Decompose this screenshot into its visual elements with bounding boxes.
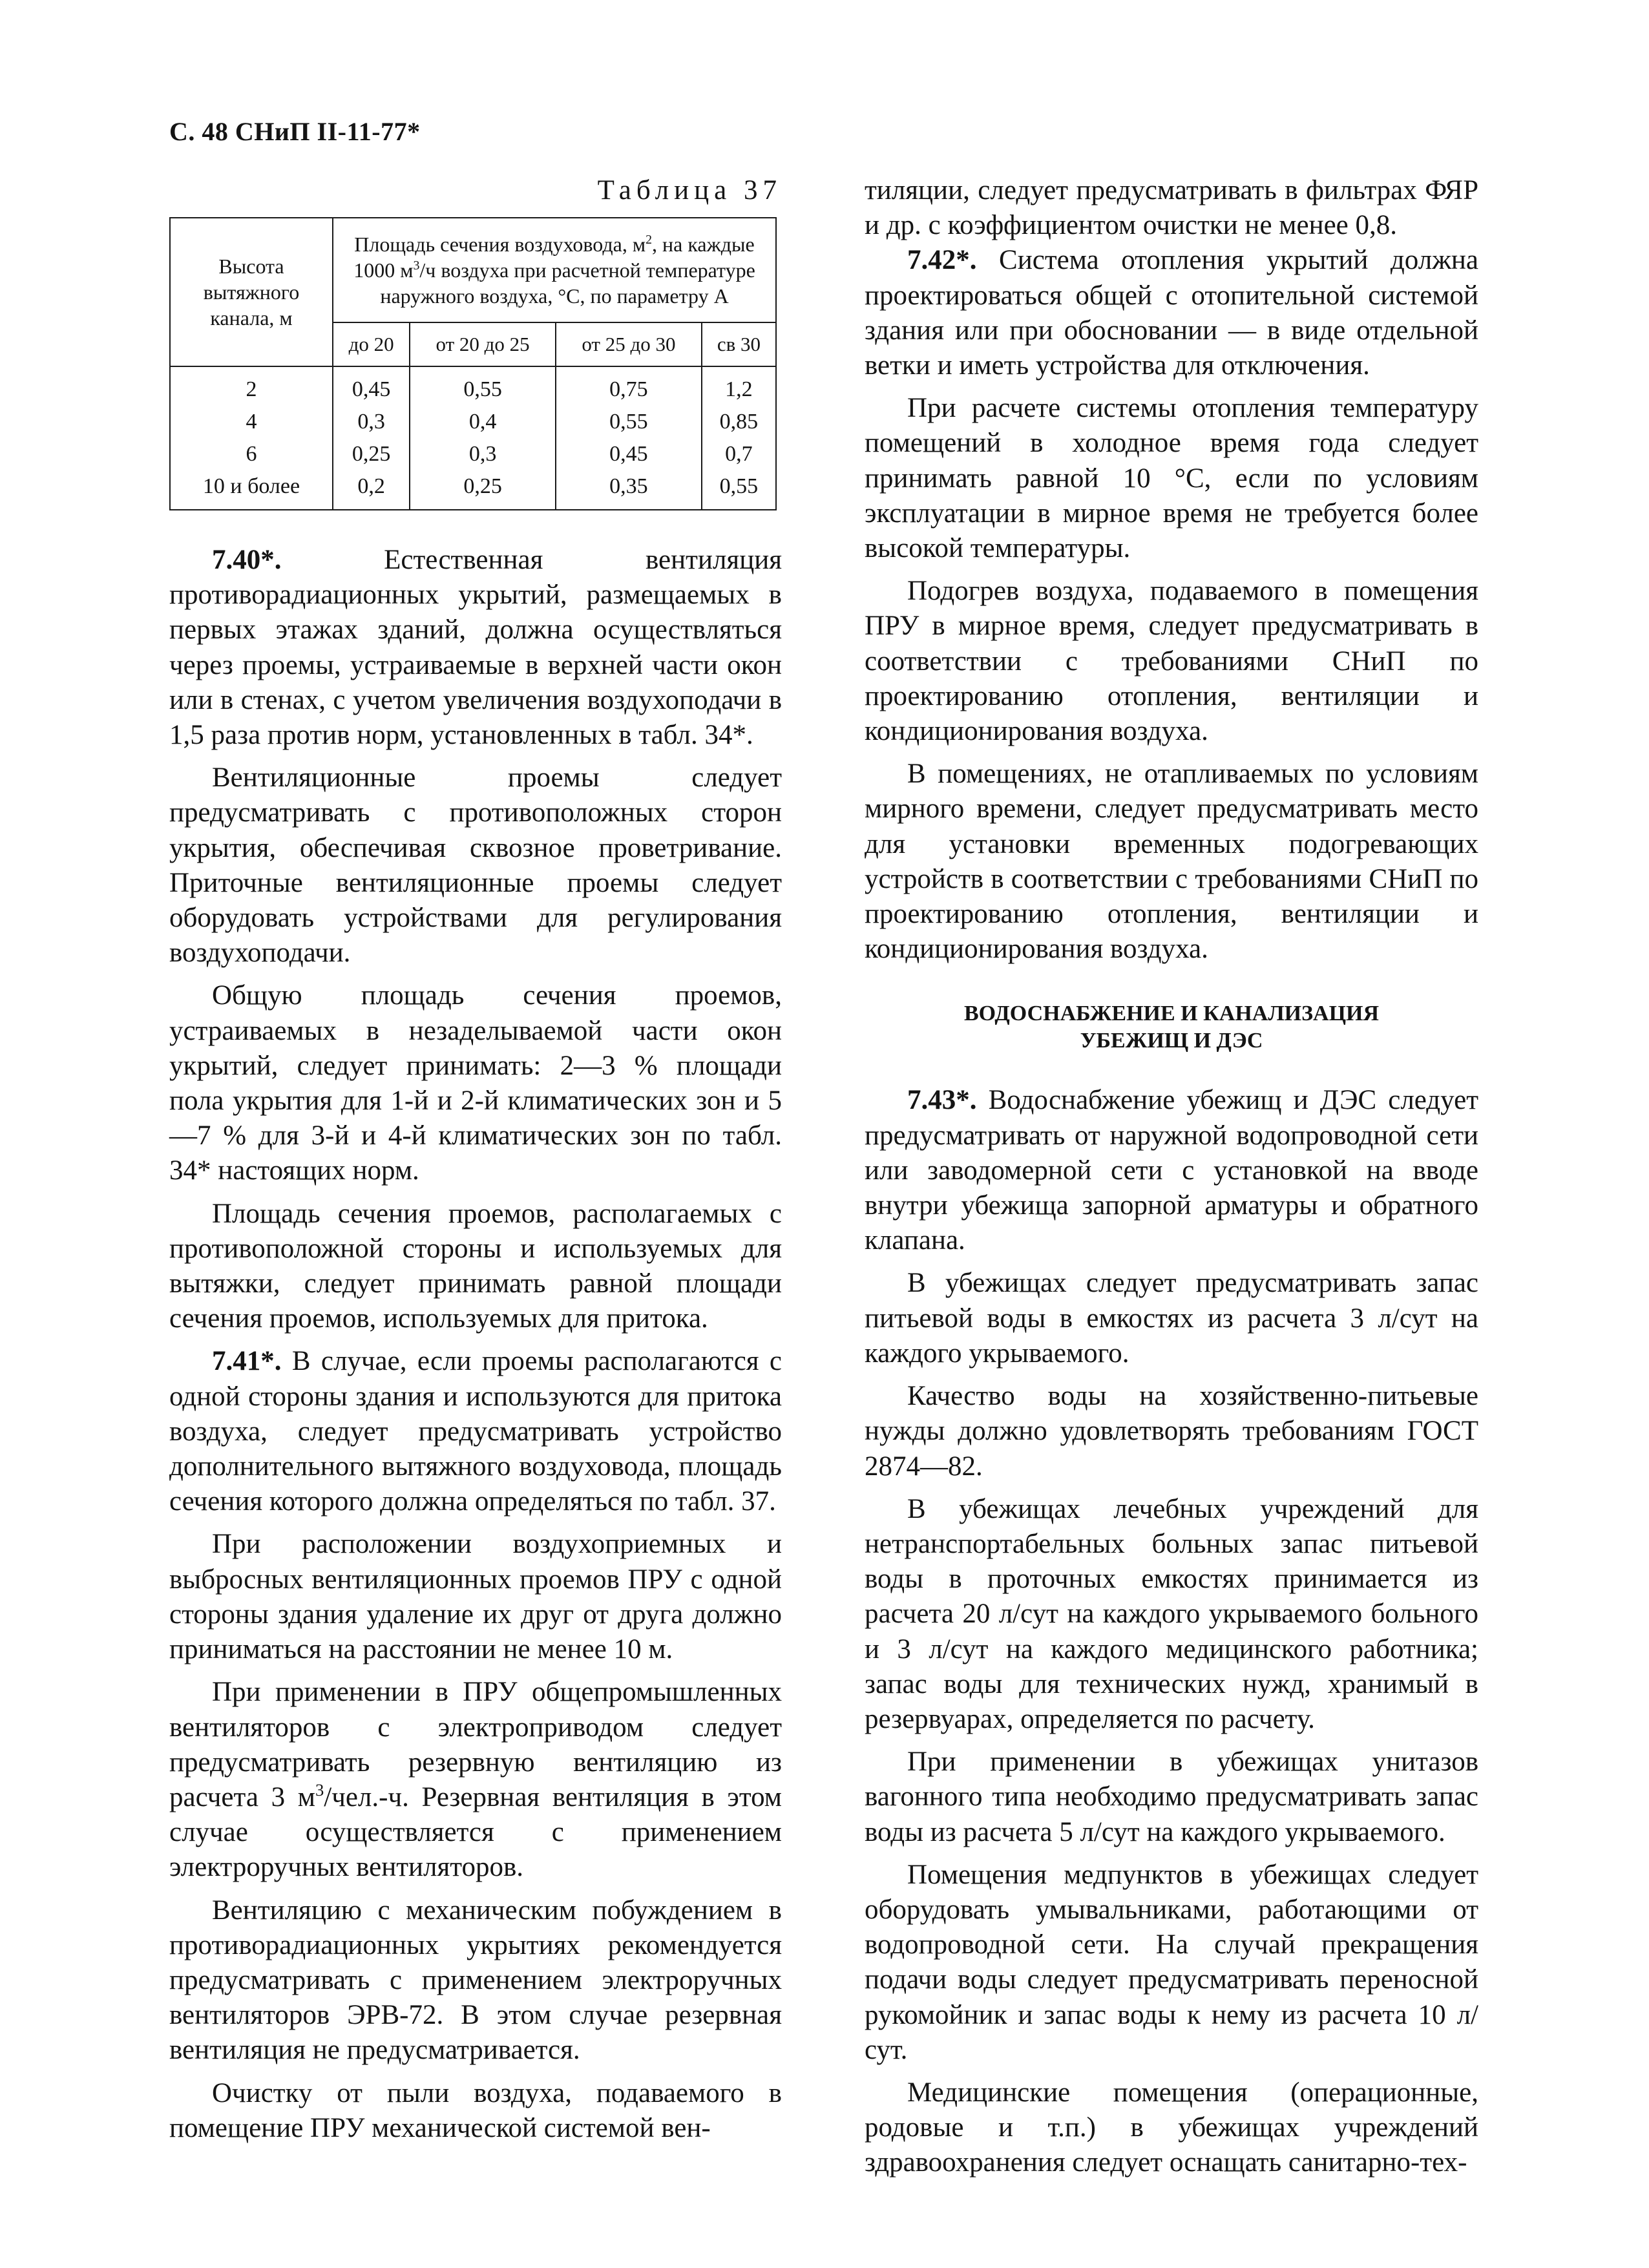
table-cell-height: 6: [170, 438, 333, 470]
table-cell: 0,55: [556, 406, 702, 438]
paragraph-7-41: [169, 1344, 782, 1519]
table-cell: 0,55: [702, 470, 776, 510]
paragraph: Вентиляционные проемы следует предусматривать с противоположных сторон укрытия, обеспечивая сквозное проветривание. Приточные вентиляционные проемы следует оборудовать устройствами для регулирования воздухоподачи.: [169, 762, 782, 969]
paragraph: В убежищах лечебных учреждений для нетранспортабельных больных запас питьевой воды в проточных емкостях принимается из расчета 20 л/сут на каждого укрываемого больного и 3 л/сут на каждого медицинского работника; запас воды для технических нужд, хранимый в резервуарах, определяется по расчету.: [865, 1493, 1478, 1734]
superscript: 3: [315, 1780, 324, 1800]
paragraph: Помещения медпунктов в убежищах следует оборудовать умывальниками, работающими от водопроводной сети. На случай прекращения подачи воды следует предусматривать переносной рукомойник и запас воды к нему из расчета 10 л/сут.: [865, 1859, 1478, 2065]
paragraph: Медицинские помещения (операционные, родовые и т.п.) в убежищах учреждений здравоохранения следует оснащать санитарно-тех-: [865, 2077, 1478, 2178]
section-heading-line: УБЕЖИЩ И ДЭС: [1080, 1029, 1263, 1053]
table-cell: 0,35: [556, 470, 702, 510]
table-subheader: от 25 до 30: [556, 322, 702, 366]
paragraph-text: /чел.-ч. Резервная вентиляция в этом случае осуществляется с применением электроручных вентиляторов.: [169, 1781, 782, 1883]
table-cell: 0,3: [333, 406, 410, 438]
clause-number: 7.41*.: [212, 1346, 282, 1377]
paragraph: Общую площадь сечения проемов, устраиваемых в незаделываемой части окон укрытий, следует принимать: 2—3 % площади пола укрытия для 1-й и 2-й климатических зон и 5—7 % для 3-й и 4-й климатических зон по табл. 34* настоящих норм.: [169, 980, 782, 1186]
paragraph: Вентиляцию с механическим побуждением в противорадиационных укрытиях рекомендуется предусматривать с применением электроручных вентиляторов ЭРВ-72. В этом случае резервная вентиляция не предусматривается.: [169, 1895, 782, 2066]
table-cell: 0,45: [556, 438, 702, 470]
paragraph: Площадь сечения проемов, располагаемых с противоположной стороны и используемых для вытяжки, следует принимать равной площади сечения проемов, используемых для притока.: [169, 1198, 782, 1334]
paragraph-text: В случае, если проемы располагаются с одной стороны здания и используются для притока воздуха, следует предусматривать устройство дополнительного вытяжного воздуховода, площадь сечения которого должна определяться по табл. 37.: [169, 1346, 782, 1517]
table-cell-height: 2: [170, 366, 333, 406]
paragraph-text: Водоснабжение убежищ и ДЭС следует предусматривать от наружной водопроводной сети или заводомерной сети с установкой на вводе внутри убежища запорной арматуры и обратного клапана.: [865, 1085, 1478, 1256]
table-cell: 0,25: [410, 470, 556, 510]
table-cell: 1,2: [702, 366, 776, 406]
table-row: [170, 366, 776, 406]
paragraph: При расчете системы отопления температуру помещений в холодное время года следует принимать равной 10 °С, если по условиям эксплуатации в мирное время не требуется более высокой температуры.: [865, 393, 1478, 564]
table-cell: 0,2: [333, 470, 410, 510]
paragraph-7-43: [865, 1083, 1478, 1258]
table-cell-height: 4: [170, 406, 333, 438]
page-header: С. 48 СНиП II-11-77*: [169, 117, 421, 146]
paragraph-text: При применении в ПРУ общепромышленных вентиляторов с электроприводом следует предусматривать резервную вентиляцию из расчета 3 м: [169, 1677, 782, 1812]
clause-number: 7.43*.: [907, 1085, 977, 1116]
table-header-height: Высота вытяжного канала, м: [170, 218, 333, 366]
table-cell: 0,7: [702, 438, 776, 470]
table-subheader: от 20 до 25: [410, 322, 556, 366]
paragraph: В убежищах следует предусматривать запас питьевой воды в емкостях из расчета 3 л/сут на каждого укрываемого.: [865, 1268, 1478, 1369]
paragraph-continued: тиляции, следует предусматривать в фильтрах ФЯР и др. с коэффициентом очистки не менее 0,8.: [865, 175, 1478, 241]
table-cell-height: 10 и более: [170, 470, 333, 510]
paragraph-fans: [169, 1675, 782, 1885]
table-caption: Таблица 37: [597, 175, 782, 205]
paragraph: Подогрев воздуха, подаваемого в помещения ПРУ в мирное время, следует предусматривать в соответствии с требованиями СНиП по проектированию отопления, вентиляции и кондиционирования воздуха.: [865, 576, 1478, 747]
table-cell: 0,85: [702, 406, 776, 438]
paragraph-text: Естественная вентиляция противорадиационных укрытий, размещаемых в первых этажах зданий, должна осуществляться через проемы, устраиваемые в верхней части окон или в стенах, с учетом увеличения воздухоподачи в 1,5 раза против норм, установленных в табл. 34*.: [169, 545, 782, 751]
table-cell: 0,25: [333, 438, 410, 470]
section-heading-line: ВОДОСНАБЖЕНИЕ И КАНАЛИЗАЦИЯ: [963, 1002, 1380, 1026]
table-subheader: св 30: [702, 322, 776, 366]
paragraph: Очистку от пыли воздуха, подаваемого в помещение ПРУ механической системой вен-: [169, 2077, 782, 2143]
right-column: [865, 173, 1478, 2181]
table-row: [170, 406, 776, 438]
table-row: [170, 438, 776, 470]
paragraph: При расположении воздухоприемных и выбросных вентиляционных проемов ПРУ с одной стороны здания удаление их друг от друга должно приниматься на расстоянии не менее 10 м.: [169, 1529, 782, 1665]
paragraph: Качество воды на хозяйственно-питьевые нужды должно удовлетворять требованиям ГОСТ 2874—82.: [865, 1381, 1478, 1482]
table-cell: 0,45: [333, 366, 410, 406]
table-cell: 0,55: [410, 366, 556, 406]
table-37: [169, 217, 777, 510]
table-cell: 0,4: [410, 406, 556, 438]
table-cell: 0,75: [556, 366, 702, 406]
paragraph-7-42: [865, 243, 1478, 383]
table-subheader: до 20: [333, 322, 410, 366]
section-heading: [865, 1000, 1478, 1055]
clause-number: 7.40*.: [212, 545, 282, 575]
paragraph: В помещениях, не отапливаемых по условиям мирного времени, следует предусматривать место для установки временных подогревающих устройств в соответствии с требованиями СНиП по проектированию отопления, вентиляции и кондиционирования воздуха.: [865, 759, 1478, 965]
table-cell: 0,3: [410, 438, 556, 470]
paragraph-text: Система отопления укрытий должна проектироваться общей с отопительной системой здания или при обосновании — в виде отдельной ветки и иметь устройства для отключения.: [865, 245, 1478, 381]
paragraph-7-40: [169, 543, 782, 753]
clause-number: 7.42*.: [907, 245, 977, 276]
table-row: [170, 470, 776, 510]
table-header-area: Площадь сечения воздуховода, $м^2$, на каждые 1000 $м^3/ч$ воздуха при расчетной температуре наружного воздуха, °С, по параметру А: [333, 218, 776, 322]
left-column: [169, 173, 782, 2146]
paragraph: При применении в убежищах унитазов вагонного типа необходимо предусматривать запас воды из расчета 5 л/сут на каждого укрываемого.: [865, 1747, 1478, 1847]
